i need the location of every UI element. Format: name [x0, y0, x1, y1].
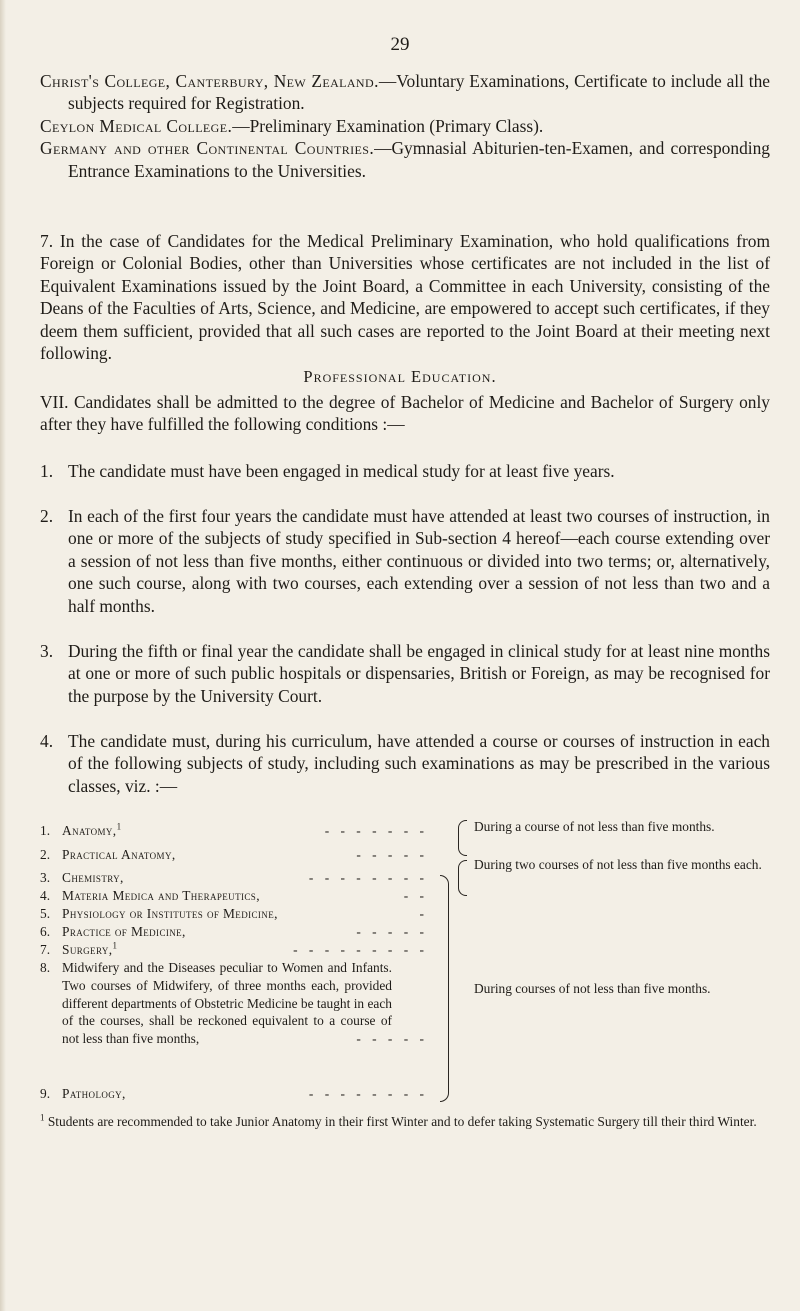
brace-group — [440, 875, 449, 1102]
subject-name-text: Anatomy, — [62, 823, 117, 838]
condition-2 — [40, 505, 770, 617]
subject-name: Pathology, — [62, 1086, 126, 1101]
equivalent-examinations-list — [40, 70, 770, 182]
condition-text: The candidate must have been engaged in medical study for at least five years. — [68, 461, 615, 481]
subject-number: 9. — [40, 1086, 51, 1101]
condition-number: 1. — [40, 461, 54, 481]
leader-dots: - - - - - - - — [324, 823, 428, 838]
christs-college-heading: Christ's College, Canterbury, New Zealand. — [40, 71, 379, 91]
subject-practical-anatomy — [40, 846, 432, 864]
subject-practice-of-medicine — [40, 923, 432, 941]
subject-number: 5. — [40, 906, 51, 921]
subject-name: Practical Anatomy, — [62, 847, 176, 862]
page-number: 29 — [390, 34, 410, 55]
section-heading: Professional Education. — [303, 367, 497, 386]
subject-number: 6. — [40, 924, 51, 939]
christs-college-text: —Voluntary Examinations, Certificate to include all the subjects required for Registration. — [68, 71, 771, 114]
paragraph-7-text: 7. In the case of Candidates for the Medical Preliminary Examination, who hold qualifications from Foreign or Colonial Bodies, other than Universities whose certificates are not included in the list of Equivalent Examinations issued by the Joint Board, a Committee in each University, consisting of the Deans of the Faculties of Arts, Science, and Medicine, are empowered to accept such certificates, if they deem them sufficient, provided that all such cases are reported to the Joint Board at their meeting next following. — [40, 231, 770, 364]
ceylon-entry — [40, 115, 770, 137]
leader-dots: - - - - - - - - - — [293, 942, 428, 957]
footnote-text: Students are recommended to take Junior Anatomy in their first Winter and to defer taking Systematic Surgery till their third Winter. — [47, 1114, 757, 1129]
subject-number: 2. — [40, 847, 51, 862]
subject-name: Practice of Medicine, — [62, 924, 186, 939]
leader-dots: - - - - - — [356, 924, 428, 939]
subject-number: 4. — [40, 888, 51, 903]
subject-name: Chemistry, — [62, 870, 124, 885]
page-edge-shadow — [0, 0, 6, 1311]
germany-entry — [40, 137, 770, 182]
subject-surgery — [40, 941, 432, 959]
germany-text: —Gymnasial Abiturien-ten-Examen, and corresponding Entrance Examinations to the Universities. — [68, 138, 770, 181]
footnote-ref: 1 — [112, 940, 118, 951]
subject-physiology — [40, 905, 432, 923]
leader-dots: - - - - - — [356, 1031, 428, 1047]
subject-name: Midwifery and the Diseases peculiar to Women and Infants. Two courses of Midwifery, of three months each, provided different departments of Obstetric Medicine be taught in each of the courses, shall be reckoned equivalent to a course of not less than five months, — [62, 960, 392, 1047]
note-group: During courses of not less than five months. — [474, 981, 711, 996]
subject-number: 3. — [40, 870, 51, 885]
brace-anatomy — [458, 820, 467, 856]
section-vii — [40, 391, 770, 436]
subject-number: 7. — [40, 942, 51, 957]
condition-text: In each of the first four years the candidate must have attended at least two courses of instruction, in one or more of the subjects of study specified in Sub-section 4 hereof—each course extending over a session of not less than five months, either continuous or divided into two terms; or, alternatively, one such course, along with two courses, each extending over a session of not less than two and a half months. — [68, 506, 770, 616]
leader-dots: - - - - - - - - — [308, 1086, 428, 1101]
footnote — [40, 1113, 770, 1130]
subject-materia-medica — [40, 887, 432, 905]
ceylon-text: —Preliminary Examination (Primary Class). — [232, 115, 544, 136]
paragraph-7 — [40, 230, 770, 364]
subject-name: Physiology or Institutes of Medicine, — [62, 906, 278, 921]
condition-1 — [40, 460, 770, 482]
subject-number: 1. — [40, 823, 51, 838]
leader-dots: - — [419, 906, 428, 921]
leader-dots: - - - - - — [356, 847, 428, 862]
subject-anatomy — [40, 822, 432, 840]
subject-name-text: Surgery, — [62, 942, 113, 957]
section-vii-text: VII. Candidates shall be admitted to the degree of Bachelor of Medicine and Bachelor of Surgery only after they have fulfilled the following conditions :— — [40, 392, 770, 435]
subject-midwifery — [40, 959, 432, 1048]
subject-chemistry — [40, 869, 432, 887]
leader-dots: - - - - - - - - — [308, 870, 428, 885]
subject-name: Materia Medica and Therapeutics, — [62, 888, 260, 903]
christs-college-entry — [40, 70, 770, 115]
condition-text: During the fifth or final year the candidate shall be engaged in clinical study for at least nine months at one or more of such public hospitals or dispensaries, British or Foreign, as may be recognised for the purpose by the University Court. — [68, 641, 770, 706]
leader-dots: - - — [403, 888, 428, 903]
ceylon-heading: Ceylon Medical College. — [40, 115, 233, 136]
brace-practical-anatomy — [458, 860, 467, 896]
subject-pathology — [40, 1085, 432, 1103]
footnote-ref: 1 — [116, 821, 122, 832]
footnote-mark: 1 — [40, 1112, 45, 1123]
condition-number: 4. — [40, 731, 54, 751]
condition-3 — [40, 640, 770, 707]
condition-number: 2. — [40, 506, 54, 526]
germany-heading: Germany and other Continental Countries. — [40, 138, 375, 159]
condition-number: 3. — [40, 641, 54, 661]
note-practical-anatomy: During two courses of not less than five months each. — [474, 857, 762, 872]
subject-number: 8. — [40, 960, 51, 975]
note-anatomy: During a course of not less than five months. — [474, 819, 715, 834]
condition-4 — [40, 730, 770, 797]
condition-text: The candidate must, during his curriculum, have attended a course or courses of instruction in each of the following subjects of study, including such examinations as may be prescribed in the various classes, viz. :— — [68, 731, 770, 796]
